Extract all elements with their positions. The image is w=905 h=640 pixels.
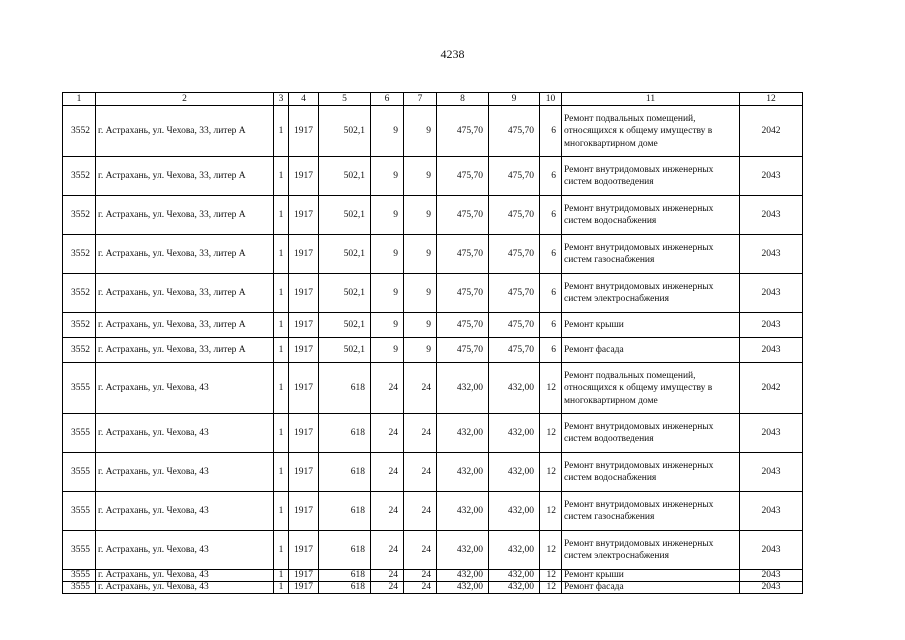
column-7-cell: 9 [404,106,437,157]
year-built-cell: 1917 [289,157,319,196]
work-type-cell: Ремонт крыши [562,570,740,582]
area-cell: 502,1 [319,157,371,196]
column-3-cell: 1 [274,582,289,594]
year-built-cell: 1917 [289,313,319,338]
table-row [63,453,803,492]
column-7-cell: 9 [404,157,437,196]
table-row [63,235,803,274]
column-number-row [63,93,803,106]
capital-repair-table [62,92,803,594]
column-7-cell: 9 [404,313,437,338]
planned-year-cell: 2043 [740,338,803,363]
column-9-cell: 432,00 [489,582,540,594]
column-header: 7 [404,93,437,106]
column-6-cell: 24 [371,570,404,582]
planned-year-cell: 2043 [740,274,803,313]
column-8-cell: 475,70 [437,196,489,235]
row-id-cell: 3552 [63,274,96,313]
column-3-cell: 1 [274,235,289,274]
column-3-cell: 1 [274,363,289,414]
column-9-cell: 475,70 [489,235,540,274]
planned-year-cell: 2043 [740,492,803,531]
address-cell: г. Астрахань, ул. Чехова, 33, литер А [96,274,274,313]
column-8-cell: 475,70 [437,338,489,363]
table-body [63,106,803,594]
row-id-cell: 3552 [63,338,96,363]
address-cell: г. Астрахань, ул. Чехова, 43 [96,570,274,582]
column-8-cell: 475,70 [437,157,489,196]
column-8-cell: 432,00 [437,492,489,531]
planned-year-cell: 2043 [740,582,803,594]
column-8-cell: 475,70 [437,313,489,338]
row-id-cell: 3555 [63,363,96,414]
column-8-cell: 432,00 [437,453,489,492]
column-8-cell: 432,00 [437,363,489,414]
work-type-cell: Ремонт внутридомовых инженерных систем водоснабжения [562,453,740,492]
column-header: 11 [562,93,740,106]
table-row [63,414,803,453]
column-7-cell: 24 [404,363,437,414]
column-9-cell: 475,70 [489,157,540,196]
planned-year-cell: 2042 [740,363,803,414]
column-9-cell: 432,00 [489,414,540,453]
column-6-cell: 9 [371,313,404,338]
column-6-cell: 24 [371,492,404,531]
column-6-cell: 24 [371,414,404,453]
column-6-cell: 9 [371,157,404,196]
area-cell: 502,1 [319,274,371,313]
address-cell: г. Астрахань, ул. Чехова, 43 [96,582,274,594]
column-8-cell: 475,70 [437,274,489,313]
column-3-cell: 1 [274,157,289,196]
column-6-cell: 9 [371,274,404,313]
column-8-cell: 475,70 [437,106,489,157]
address-cell: г. Астрахань, ул. Чехова, 33, литер А [96,313,274,338]
row-id-cell: 3552 [63,196,96,235]
column-10-cell: 12 [540,453,562,492]
planned-year-cell: 2043 [740,157,803,196]
column-9-cell: 432,00 [489,492,540,531]
column-header: 1 [63,93,96,106]
column-10-cell: 6 [540,313,562,338]
column-10-cell: 6 [540,157,562,196]
area-cell: 618 [319,492,371,531]
column-9-cell: 432,00 [489,363,540,414]
planned-year-cell: 2043 [740,313,803,338]
table-row [63,338,803,363]
column-header: 12 [740,93,803,106]
table-row [63,492,803,531]
area-cell: 502,1 [319,338,371,363]
page-number: 4238 [440,47,465,61]
column-6-cell: 24 [371,453,404,492]
column-8-cell: 475,70 [437,235,489,274]
area-cell: 618 [319,531,371,570]
planned-year-cell: 2042 [740,106,803,157]
column-10-cell: 12 [540,570,562,582]
column-10-cell: 12 [540,531,562,570]
address-cell: г. Астрахань, ул. Чехова, 33, литер А [96,338,274,363]
year-built-cell: 1917 [289,274,319,313]
area-cell: 618 [319,453,371,492]
column-7-cell: 9 [404,235,437,274]
year-built-cell: 1917 [289,570,319,582]
address-cell: г. Астрахань, ул. Чехова, 43 [96,531,274,570]
address-cell: г. Астрахань, ул. Чехова, 33, литер А [96,235,274,274]
column-6-cell: 24 [371,363,404,414]
row-id-cell: 3555 [63,582,96,594]
work-type-cell: Ремонт подвальных помещений, относящихся к общему имуществу в многоквартирном доме [562,106,740,157]
column-9-cell: 475,70 [489,313,540,338]
column-9-cell: 475,70 [489,338,540,363]
table-row [63,157,803,196]
area-cell: 618 [319,363,371,414]
row-id-cell: 3552 [63,157,96,196]
planned-year-cell: 2043 [740,414,803,453]
work-type-cell: Ремонт внутридомовых инженерных систем электроснабжения [562,274,740,313]
row-id-cell: 3552 [63,235,96,274]
row-id-cell: 3555 [63,570,96,582]
column-10-cell: 6 [540,196,562,235]
work-type-cell: Ремонт подвальных помещений, относящихся к общему имуществу в многоквартирном доме [562,363,740,414]
year-built-cell: 1917 [289,582,319,594]
year-built-cell: 1917 [289,106,319,157]
column-header: 4 [289,93,319,106]
work-type-cell: Ремонт внутридомовых инженерных систем водоотведения [562,414,740,453]
year-built-cell: 1917 [289,414,319,453]
address-cell: г. Астрахань, ул. Чехова, 33, литер А [96,196,274,235]
column-10-cell: 6 [540,106,562,157]
column-7-cell: 9 [404,338,437,363]
column-header: 8 [437,93,489,106]
column-10-cell: 12 [540,414,562,453]
column-8-cell: 432,00 [437,582,489,594]
row-id-cell: 3555 [63,492,96,531]
column-8-cell: 432,00 [437,414,489,453]
address-cell: г. Астрахань, ул. Чехова, 33, литер А [96,106,274,157]
column-9-cell: 432,00 [489,531,540,570]
column-7-cell: 24 [404,453,437,492]
column-9-cell: 475,70 [489,106,540,157]
area-cell: 502,1 [319,196,371,235]
table-row [63,274,803,313]
column-header: 6 [371,93,404,106]
year-built-cell: 1917 [289,338,319,363]
column-7-cell: 9 [404,274,437,313]
row-id-cell: 3552 [63,313,96,338]
column-6-cell: 24 [371,531,404,570]
work-type-cell: Ремонт фасада [562,582,740,594]
column-3-cell: 1 [274,338,289,363]
column-header: 2 [96,93,274,106]
work-type-cell: Ремонт внутридомовых инженерных систем водоотведения [562,157,740,196]
column-10-cell: 6 [540,338,562,363]
column-9-cell: 432,00 [489,570,540,582]
address-cell: г. Астрахань, ул. Чехова, 43 [96,414,274,453]
area-cell: 618 [319,414,371,453]
column-6-cell: 9 [371,338,404,363]
table-row [63,363,803,414]
column-9-cell: 475,70 [489,196,540,235]
column-3-cell: 1 [274,453,289,492]
work-type-cell: Ремонт внутридомовых инженерных систем газоснабжения [562,235,740,274]
column-header: 3 [274,93,289,106]
column-3-cell: 1 [274,492,289,531]
planned-year-cell: 2043 [740,453,803,492]
planned-year-cell: 2043 [740,196,803,235]
area-cell: 618 [319,570,371,582]
column-9-cell: 475,70 [489,274,540,313]
area-cell: 502,1 [319,235,371,274]
area-cell: 618 [319,582,371,594]
column-6-cell: 9 [371,106,404,157]
address-cell: г. Астрахань, ул. Чехова, 43 [96,453,274,492]
column-9-cell: 432,00 [489,453,540,492]
column-6-cell: 9 [371,235,404,274]
column-7-cell: 9 [404,196,437,235]
column-7-cell: 24 [404,492,437,531]
column-3-cell: 1 [274,313,289,338]
planned-year-cell: 2043 [740,531,803,570]
column-8-cell: 432,00 [437,570,489,582]
year-built-cell: 1917 [289,196,319,235]
column-6-cell: 24 [371,582,404,594]
column-7-cell: 24 [404,414,437,453]
column-10-cell: 6 [540,235,562,274]
work-type-cell: Ремонт внутридомовых инженерных систем электроснабжения [562,531,740,570]
column-3-cell: 1 [274,196,289,235]
column-10-cell: 12 [540,363,562,414]
column-10-cell: 6 [540,274,562,313]
column-6-cell: 9 [371,196,404,235]
column-3-cell: 1 [274,106,289,157]
planned-year-cell: 2043 [740,570,803,582]
column-3-cell: 1 [274,274,289,313]
row-id-cell: 3555 [63,414,96,453]
table-row [63,196,803,235]
table-row [63,582,803,594]
work-type-cell: Ремонт фасада [562,338,740,363]
column-header: 10 [540,93,562,106]
year-built-cell: 1917 [289,492,319,531]
year-built-cell: 1917 [289,363,319,414]
address-cell: г. Астрахань, ул. Чехова, 43 [96,363,274,414]
column-header: 5 [319,93,371,106]
column-8-cell: 432,00 [437,531,489,570]
address-cell: г. Астрахань, ул. Чехова, 43 [96,492,274,531]
column-7-cell: 24 [404,570,437,582]
row-id-cell: 3555 [63,531,96,570]
area-cell: 502,1 [319,106,371,157]
year-built-cell: 1917 [289,453,319,492]
year-built-cell: 1917 [289,235,319,274]
column-10-cell: 12 [540,582,562,594]
column-header: 9 [489,93,540,106]
year-built-cell: 1917 [289,531,319,570]
column-7-cell: 24 [404,582,437,594]
column-10-cell: 12 [540,492,562,531]
area-cell: 502,1 [319,313,371,338]
address-cell: г. Астрахань, ул. Чехова, 33, литер А [96,157,274,196]
work-type-cell: Ремонт внутридомовых инженерных систем газоснабжения [562,492,740,531]
table-row [63,106,803,157]
column-3-cell: 1 [274,531,289,570]
column-3-cell: 1 [274,570,289,582]
column-3-cell: 1 [274,414,289,453]
table-row [63,313,803,338]
work-type-cell: Ремонт крыши [562,313,740,338]
row-id-cell: 3555 [63,453,96,492]
work-type-cell: Ремонт внутридомовых инженерных систем водоснабжения [562,196,740,235]
row-id-cell: 3552 [63,106,96,157]
planned-year-cell: 2043 [740,235,803,274]
table-row [63,570,803,582]
table-row [63,531,803,570]
column-7-cell: 24 [404,531,437,570]
